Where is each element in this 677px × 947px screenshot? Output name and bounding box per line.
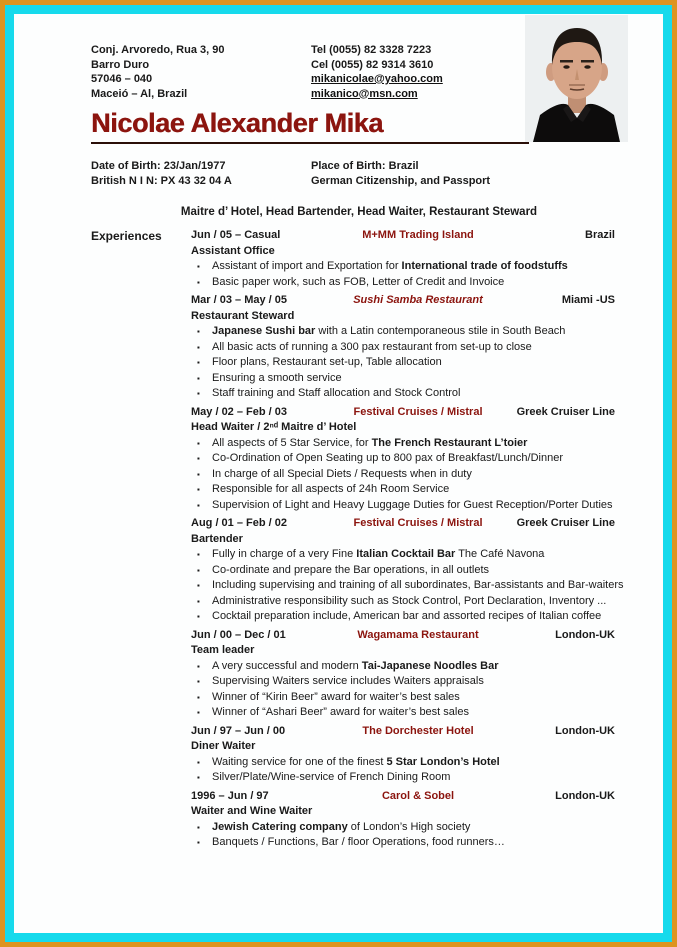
- bullet-item: ▪ All aspects of 5 Star Service, for The French Restaurant L’toier: [191, 436, 627, 452]
- personal-info-right: [311, 159, 490, 188]
- nin-text: British N I N: PX 43 32 04 A: [91, 174, 232, 187]
- job-entry: [191, 628, 627, 721]
- job-location: Greek Cruiser Line: [516, 517, 615, 529]
- job-title: Diner Waiter: [191, 740, 256, 752]
- job-date: Jun / 97 – Jun / 00: [191, 724, 286, 737]
- job-date: 1996 – Jun / 97: [191, 789, 269, 802]
- experiences-section: [91, 228, 627, 851]
- bullet-item: ▪ In charge of all Special Diets / Requests when in duty: [191, 467, 627, 483]
- job-entry: [191, 789, 627, 851]
- bullet-item: ▪ Fully in charge of a very Fine Italian Cocktail Bar The Café Navona: [191, 547, 627, 563]
- job-header-row: [191, 405, 627, 421]
- job-date: Jun / 05 – Casual: [191, 229, 281, 241]
- personal-info-left: [91, 159, 311, 188]
- job-location: Miami -US: [561, 294, 615, 306]
- job-date: Aug / 01 – Feb / 02: [191, 517, 287, 529]
- job-entry: [191, 516, 627, 625]
- job-location: London-UK: [555, 628, 615, 641]
- job-company: Sushi Samba Restaurant: [353, 294, 483, 306]
- bullet-item: ▪ Supervision of Light and Heavy Luggage Duties for Guest Reception/Porter Duties: [191, 498, 627, 514]
- job-title: Assistant Office: [191, 244, 275, 257]
- portrait-illustration: [525, 15, 628, 142]
- job-title: Bartender: [191, 532, 243, 545]
- bullet-item: ▪ Winner of “Kirin Beer” award for waiter’s best sales: [191, 690, 627, 706]
- job-location: Greek Cruiser Line: [516, 405, 615, 418]
- bullet-item: ▪ Floor plans, Restaurant set-up, Table allocation: [191, 355, 627, 371]
- job-company: Festival Cruises / Mistral: [353, 517, 483, 529]
- job-bullets: [191, 436, 627, 514]
- experiences-label: Experiences: [91, 229, 162, 243]
- bullet-item: ▪ A very successful and modern Tai-Japanese Noodles Bar: [191, 659, 627, 675]
- bullet-item: ▪ Basic paper work, such as FOB, Letter of Credit and Invoice: [191, 275, 627, 291]
- job-title: Head Waiter / 2ⁿᵈ Maitre d’ Hotel: [191, 421, 357, 433]
- job-location: Brazil: [585, 229, 615, 241]
- job-bullets: [191, 820, 627, 851]
- bullet-item: ▪ Waiting service for one of the finest 5 Star London’s Hotel: [191, 755, 627, 771]
- bullet-item: ▪ Jewish Catering company of London’s High society: [191, 820, 627, 836]
- address-line: 57046 – 040: [91, 73, 153, 85]
- job-header-row: [191, 516, 627, 532]
- dob-text: Date of Birth: 23/Jan/1977: [91, 160, 226, 172]
- job-title: Waiter and Wine Waiter: [191, 805, 313, 817]
- pob-text: Place of Birth: Brazil: [311, 160, 419, 172]
- bullet-item: ▪ Co-Ordination of Open Seating up to 800 pax of Breakfast/Lunch/Dinner: [191, 451, 627, 467]
- address-line: Conj. Arvoredo, Rua 3, 90: [91, 44, 225, 56]
- citizenship-text: German Citizenship, and Passport: [311, 174, 491, 187]
- bullet-item: ▪ Cocktail preparation include, American bar and assorted recipes of Italian coffee: [191, 609, 627, 625]
- bullet-item: ▪ Silver/Plate/Wine-service of French Dining Room: [191, 770, 627, 786]
- phone-line: Cel (0055) 82 9314 3610: [311, 58, 434, 71]
- portrait-photo: [525, 15, 628, 142]
- bullet-item: ▪ Supervising Waiters service includes Waiters appraisals: [191, 674, 627, 690]
- job-company: The Dorchester Hotel: [362, 724, 474, 737]
- job-location: London-UK: [555, 724, 615, 737]
- bullet-item: ▪ Responsible for all aspects of 24h Room Service: [191, 482, 627, 498]
- job-entry: [191, 228, 627, 290]
- job-entry: [191, 724, 627, 786]
- bullet-item: ▪ Banquets / Functions, Bar / floor Operations, food runners…: [191, 835, 627, 851]
- job-company: Wagamama Restaurant: [357, 628, 479, 641]
- job-date: Jun / 00 – Dec / 01: [191, 628, 286, 641]
- job-title: Restaurant Steward: [191, 309, 295, 322]
- job-header-row: [191, 228, 627, 244]
- address-line: Maceió – Al, Brazil: [91, 87, 188, 100]
- job-bullets: [191, 259, 627, 290]
- page-title: Nicolae Alexander Mika: [91, 108, 383, 138]
- bullet-item: ▪ Winner of “Ashari Beer” award for waiter’s best sales: [191, 705, 627, 721]
- document-inner-frame: [5, 5, 672, 942]
- address-block: [91, 43, 311, 101]
- job-header-row: [191, 293, 627, 309]
- job-bullets: [191, 547, 627, 625]
- address-line: Barro Duro: [91, 58, 150, 71]
- job-company: Festival Cruises / Mistral: [353, 405, 483, 418]
- bullet-item: ▪ Co-ordinate and prepare the Bar operations, in all outlets: [191, 563, 627, 579]
- email-link[interactable]: mikanicolae@yahoo.com: [311, 73, 443, 85]
- bullet-item: ▪ Japanese Sushi bar with a Latin contemporaneous stile in South Beach: [191, 324, 627, 340]
- job-header-row: [191, 628, 627, 644]
- job-bullets: [191, 659, 627, 721]
- job-location: London-UK: [555, 789, 615, 802]
- job-date: Mar / 03 – May / 05: [191, 294, 287, 306]
- job-entry: [191, 293, 627, 402]
- job-header-row: [191, 724, 627, 740]
- roles-headline: Maitre d’ Hotel, Head Bartender, Head Waiter, Restaurant Steward: [180, 206, 538, 218]
- phone-block: [311, 43, 528, 101]
- job-date: May / 02 – Feb / 03: [191, 405, 287, 418]
- bullet-item: ▪ Ensuring a smooth service: [191, 371, 627, 387]
- job-header-row: [191, 789, 627, 805]
- job-bullets: [191, 755, 627, 786]
- bullet-item: ▪ All basic acts of running a 300 pax restaurant from set-up to close: [191, 340, 627, 356]
- phone-line: Tel (0055) 82 3328 7223: [311, 44, 432, 56]
- resume-page: [14, 14, 663, 933]
- bullet-item: ▪ Including supervising and training of all subordinates, Bar-assistants and Bar-waiters: [191, 578, 627, 594]
- job-title: Team leader: [191, 644, 255, 656]
- job-company: Carol & Sobel: [381, 789, 455, 802]
- job-entry: [191, 405, 627, 514]
- job-company: M+MM Trading Island: [362, 229, 474, 241]
- bullet-item: ▪ Staff training and Staff allocation and Stock Control: [191, 386, 627, 402]
- bullet-item: ▪ Assistant of import and Exportation for International trade of foodstuffs: [191, 259, 627, 275]
- bullet-item: ▪ Administrative responsibility such as Stock Control, Port Declaration, Inventory ...: [191, 594, 627, 610]
- title-underline: [91, 142, 529, 144]
- job-bullets: [191, 324, 627, 402]
- email-link[interactable]: mikanico@msn.com: [311, 87, 418, 100]
- jobs-list: [191, 228, 627, 851]
- personal-info: [91, 159, 627, 188]
